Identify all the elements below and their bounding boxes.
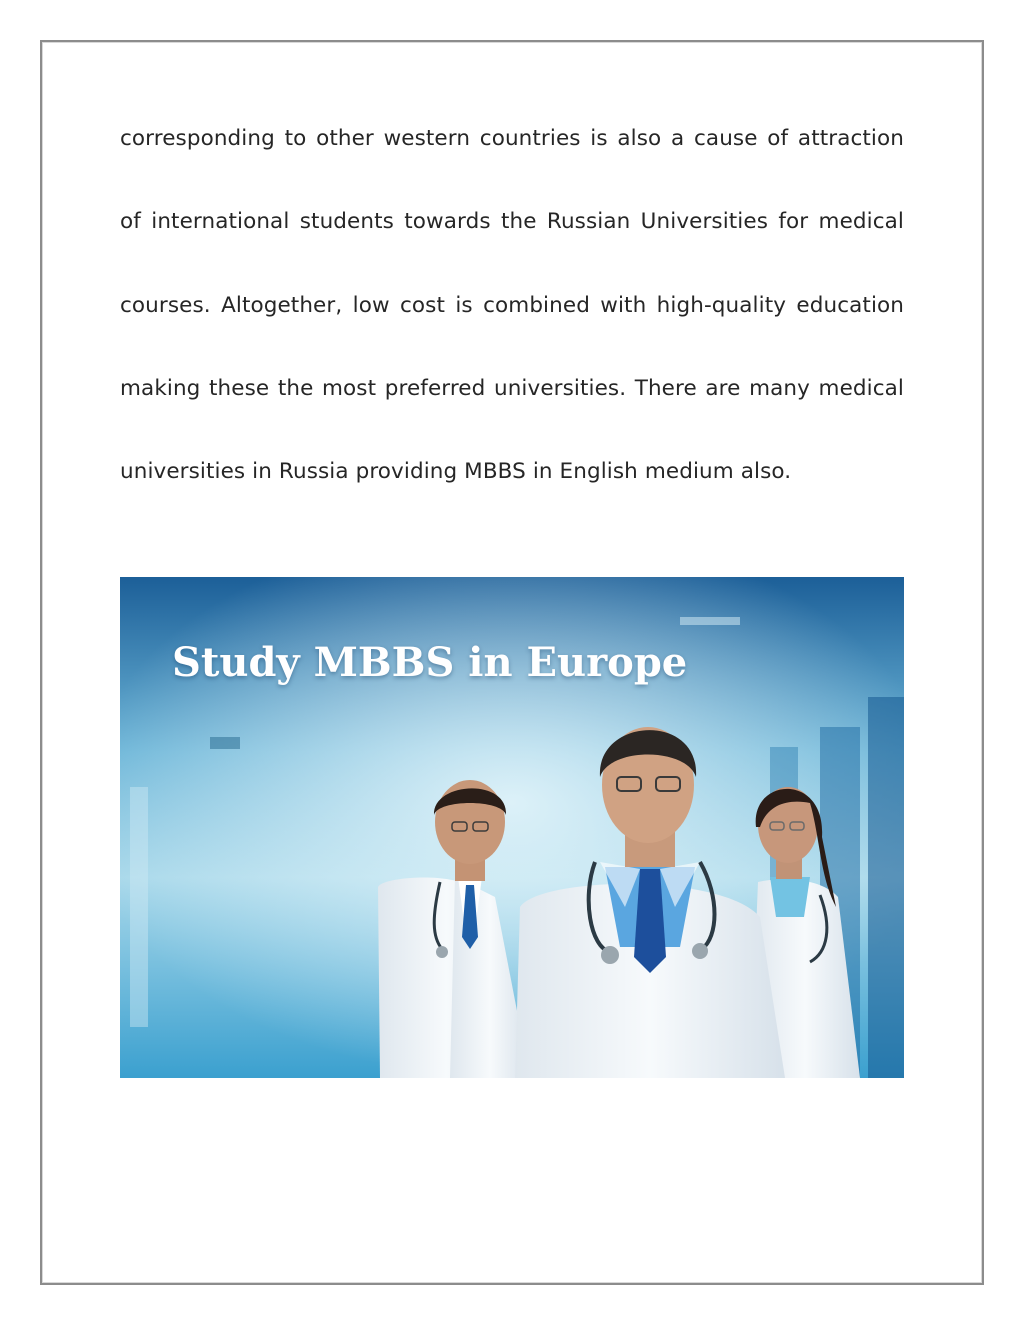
banner-title: Study MBBS in Europe [172, 639, 688, 686]
doctors-banner-image [120, 577, 904, 1078]
paragraph-line-3: courses. Altogether, low cost is combined with high-quality education [120, 293, 904, 318]
paragraph-line-4: making these the most preferred universities. There are many medical [120, 376, 904, 401]
paragraph-line-1: corresponding to other western countries is also a cause of attraction [120, 126, 904, 151]
paragraph-line-5: universities in Russia providing MBBS in English medium also. [120, 459, 792, 484]
paragraph-line-2: of international students towards the Russian Universities for medical [120, 209, 904, 234]
